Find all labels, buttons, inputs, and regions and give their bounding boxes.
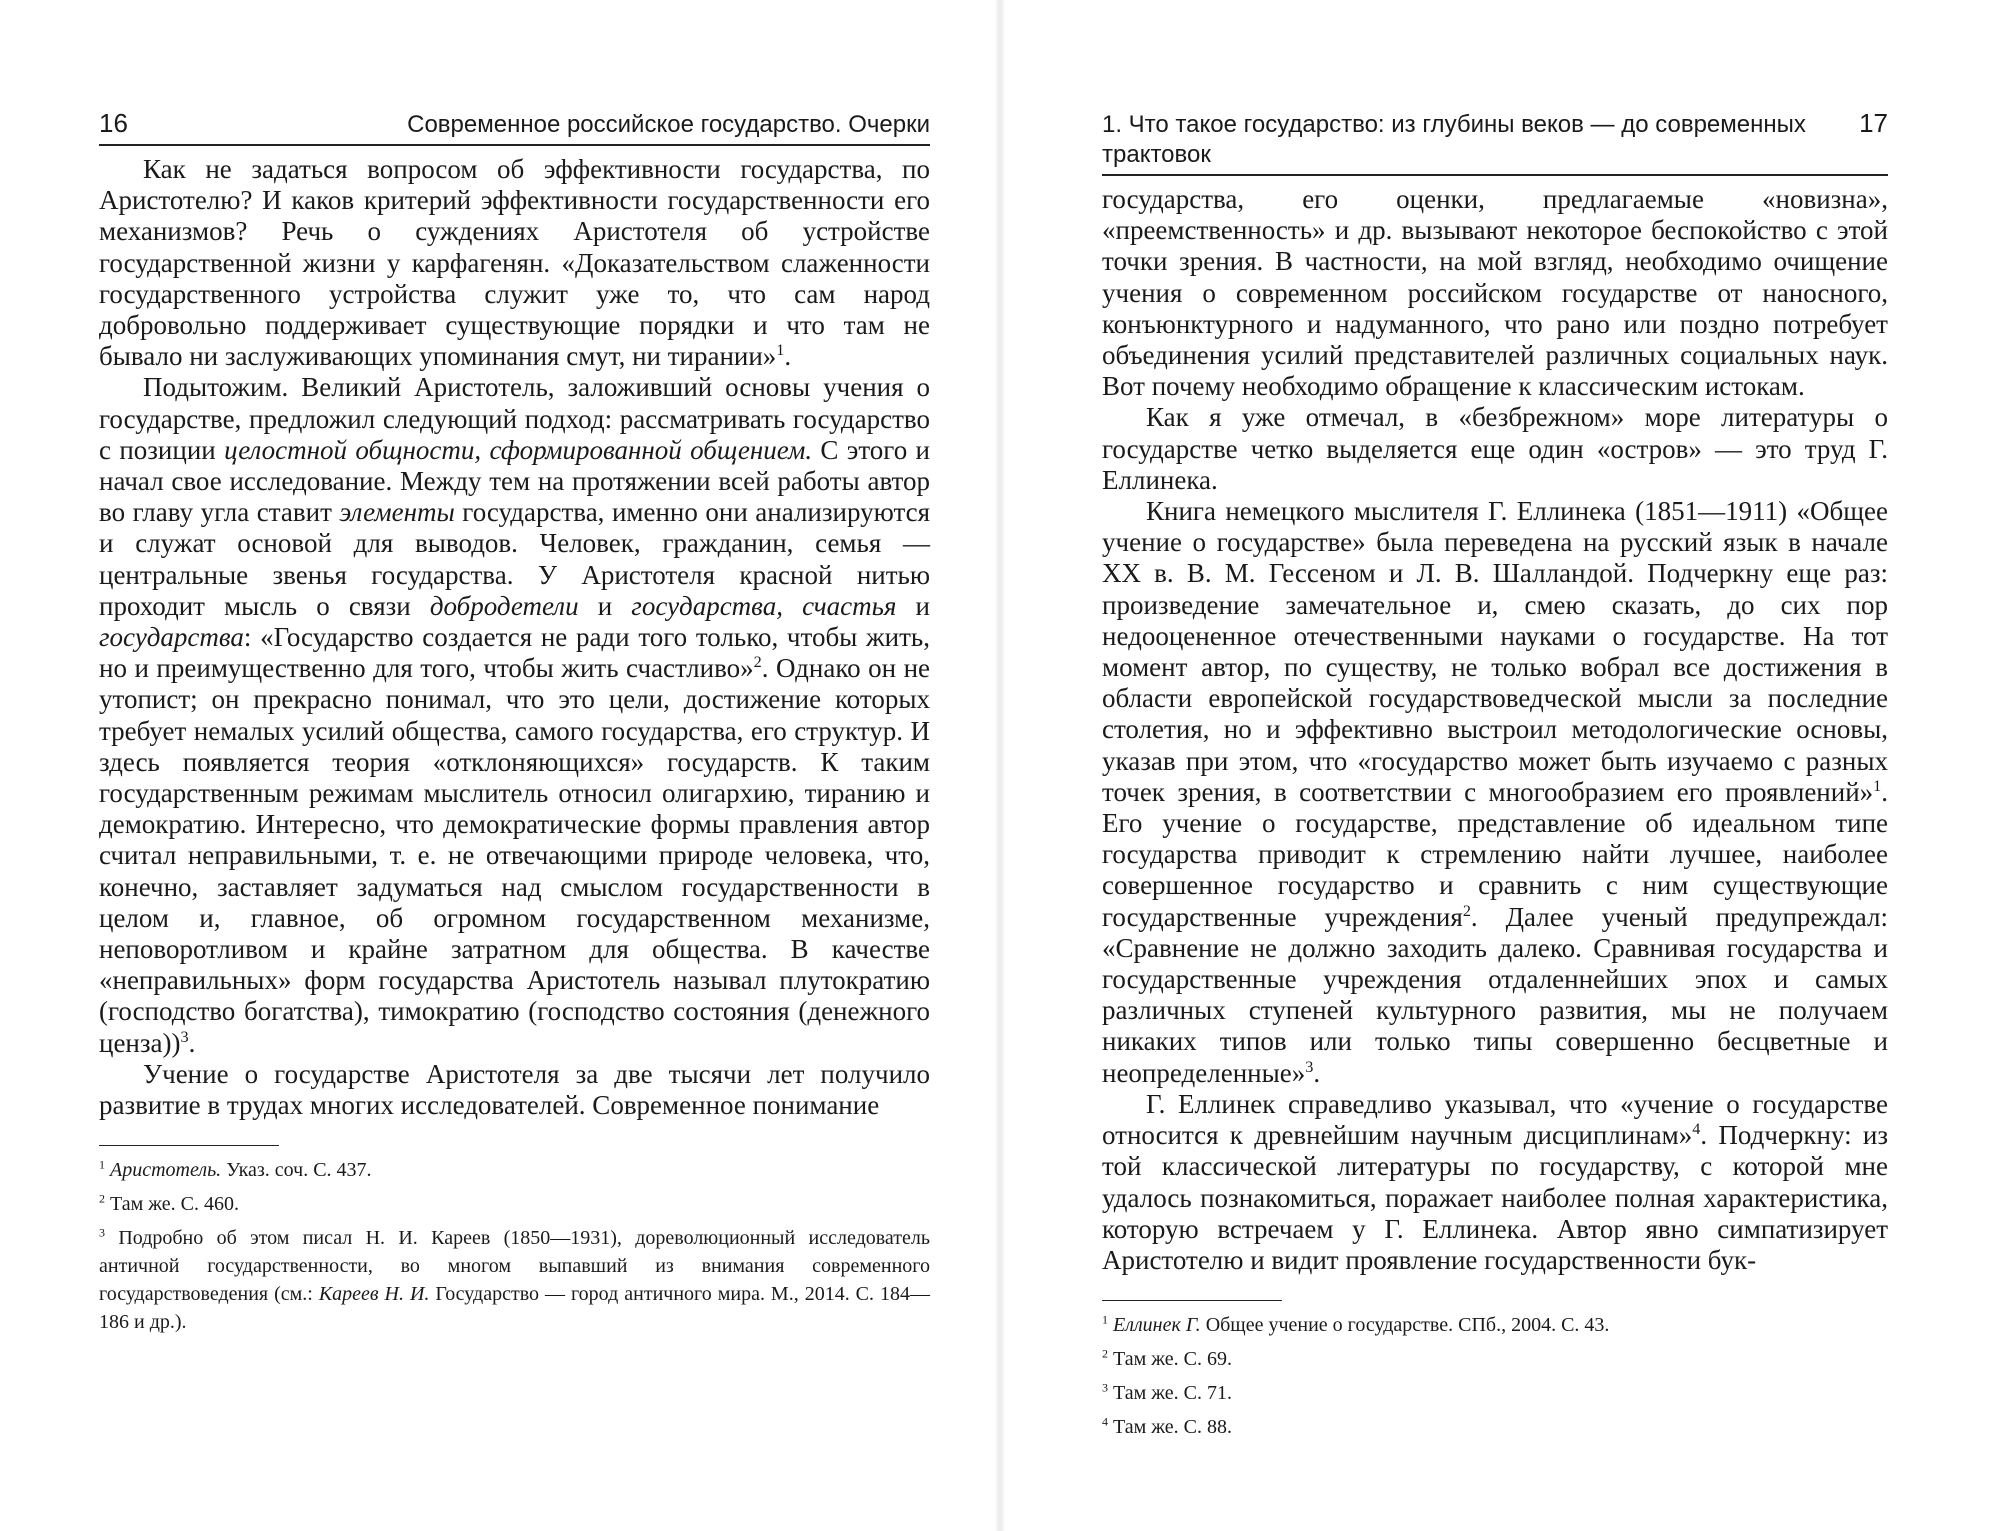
paragraph: Г. Еллинек справедливо указывал, что «учение о государстве относится к древнейшим научным дисциплинам»$^4$. Подчеркну: из той классической литературы по государству, с которой мне удалось познакомиться, поражает наиболее полная характеристика, которую встречаем у Г. Еллинека. Автор явно симпатизирует Аристотелю и видит проявление государственности бук- [1102, 1088, 1888, 1275]
footnote-ref: 2 [1462, 901, 1471, 920]
paragraph: Книга немецкого мыслителя Г. Еллинека (1851—1911) «Общее учение о государстве» была переведена на русский язык в начале XX в. В. М. Гессеном и Л. В. Шалландой. Подчеркну еще раз: произведение замечательное и, смею сказать, до сих пор недооцененное отечественными науками о государстве. На тот момент автор, по существу, не только вобрал все достижения в области европейской государствоведческой мысли за последние столетия, но и эффективно выстроил методологические основы, указав при этом, что «государство может быть изучаемо с разных точек зрения, в соответствии с многообразием его проявлений»$^1$. Его учение о государстве, представление об идеальном типе государства приводит к стремлению найти лучшее, наиболее совершенное государство и сравнить с ним существующие государственные учреждения$^2$. Далее ученый предупреждал: «Сравнение не должно заходить далеко. Сравнивая государства и государственные учреждения отдаленнейших эпох и самых различных ступеней культурного развития, мы не получаем никаких типов или только типы совершенно бесцветные и неопределенные»$^3$. [1102, 496, 1888, 1088]
left-running-head [99, 108, 930, 146]
footnote: $^2$ Там же. С. 460. [99, 1191, 240, 1216]
footnote: $^3$ Там же. С. 71. [1102, 1380, 1233, 1405]
paragraph: Как не задаться вопросом об эффективности государства, по Аристотелю? И каков критерий эффективности государственности его механизмов? Речь о суждениях Аристотеля об устройстве государственной жизни у карфагенян. «Доказательством слаженности государственного устройства служит уже то, что сам народ добровольно поддерживает существующие порядки и что там не бывало ни заслуживающих упоминания смут, ни тирании»$^1$. [99, 154, 930, 372]
paragraph: государства, его оценки, предлагаемые «новизна», «преемственность» и др. вызывают некоторое беспокойство с этой точки зрения. В частности, на мой взгляд, необходимо очищение учения о современном российском государстве от наносного, конъюнктурного и надуманного, что рано или поздно потребует объединения усилий представителей различных социальных наук. Вот почему необходимо обращение к классическим истокам. [1102, 184, 1888, 402]
paragraph: Подытожим. Великий Аристотель, заложивший основы учения о государстве, предложил следующий подход: рассматривать государство с позиции целостной общности, сформированной общением. С этого и начал свое исследование. Между тем на протяжении всей работы автор во главу угла ставит элементы государства, именно они анализируются и служат основой для выводов. Человек, гражданин, семья — центральные звенья государства. У Аристотеля красной нитью проходит мысль о связи добродетели и государства, счастья и государства: «Государство создается не ради того только, чтобы жить, но и преимущественно для того, чтобы жить счастливо»$^2$. Однако он не утопист; он прекрасно понимал, что это цели, достижение которых требует немалых усилий общества, самого государства, его структур. И здесь появляется теория «отклоняющихся» государств. К таким государственным режимам мыслитель относил олигархию, тиранию и демократию. Интересно, что демократические формы правления автор считал неправильными, т. е. не отвечающими природе человека, что, конечно, заставляет задуматься над смыслом государственности в целом и, главное, об огромном государственном механизме, неповоротливом и крайне затратном для общества. В качестве «неправильных» форм государства Аристотель называл плутократию (господство богатства), тимократию (господство состояния (денежного ценза))$^3$. [99, 372, 930, 1058]
footnote: $^4$ Там же. С. 88. [1102, 1414, 1233, 1439]
page-number: 16 [99, 108, 128, 138]
paragraph: Учение о государстве Аристотеля за две тысячи лет получило развитие в трудах многих исследователей. Современное понимание [99, 1058, 930, 1121]
left-footnotes [99, 1156, 930, 1336]
footnote-ref: 3 [1305, 1057, 1314, 1076]
footnote: $^1$ Еллинек Г. Общее учение о государстве. СПб., 2004. С. 43. [1102, 1312, 1610, 1337]
footnote: $^1$ Аристотель. Указ. соч. С. 437. [99, 1157, 372, 1182]
running-title: 1. Что такое государство: из глубины веков — до современных трактовок [1102, 111, 1806, 168]
footnote: $^2$ Там же. С. 69. [1102, 1346, 1233, 1371]
right-page [1000, 0, 2000, 1531]
right-running-head [1102, 108, 1888, 176]
footnote-ref: 3 [180, 1027, 189, 1046]
footnote-divider [1102, 1300, 1282, 1301]
footnote-ref: 2 [753, 653, 762, 672]
running-title: Современное российское государство. Очерки [407, 111, 930, 138]
footnote-ref: 1 [776, 341, 785, 360]
left-body-text [99, 154, 930, 1121]
right-footnotes [1102, 1311, 1888, 1441]
footnote-divider [99, 1145, 279, 1146]
footnote-ref: 4 [1692, 1120, 1701, 1139]
footnote-ref: 1 [1873, 776, 1882, 795]
paragraph: Как я уже отмечал, в «безбрежном» море литературы о государстве четко выделяется еще один «остров» — это труд Г. Еллинека. [1102, 402, 1888, 495]
right-body-text [1102, 184, 1888, 1276]
page-number: 17 [1859, 108, 1888, 138]
footnote: $^3$ Подробно об этом писал Н. И. Кареев (1850—1931), дореволюционный исследователь античной государственности, во многом выпавший из внимания современного государствоведения (см.: Кареев Н. И. Государство — город античного мира. М., 2014. С. 184—186 и др.). [99, 1225, 931, 1334]
